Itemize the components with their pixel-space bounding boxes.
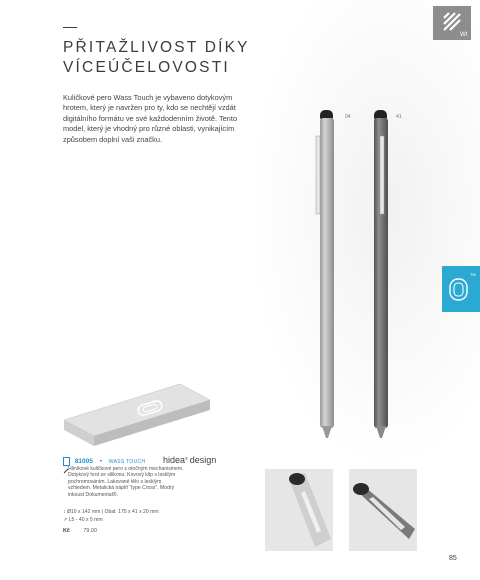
pen-color-label: 04 <box>345 114 351 120</box>
pen-silver <box>316 110 334 438</box>
price-row <box>63 528 97 534</box>
svg-text:Wt: Wt <box>460 32 468 38</box>
brand-suffix: design <box>189 455 217 465</box>
brand-name: hidea <box>162 455 185 465</box>
wt-logo-icon <box>433 6 471 40</box>
bullet-icon: • <box>99 458 102 465</box>
product-code: 81005 <box>74 458 93 465</box>
pen-graphite <box>374 110 388 438</box>
intro-paragraph: Kuličkové pero Wass Touch je vybaveno dotykovým hrotem, který je navržen pro ty, kdo se nechtějí vzdát digitálního formátu ve své každodenním životě. Tento model, který je vhodný pro různé oblasti, vynikajícím způsobem doplní vaši značku. <box>63 93 238 144</box>
page-number: 85 <box>449 555 457 562</box>
title-line-1: PŘITAŽLIVOST DÍKY <box>63 39 250 56</box>
dimensions-row <box>63 509 159 515</box>
corner-badge <box>433 6 471 40</box>
pen-color-label: 41 <box>396 114 402 120</box>
pens-illustration <box>300 108 420 443</box>
product-series: WASS TOUCH <box>108 459 146 465</box>
title-accent-line <box>63 27 77 28</box>
engraving-row <box>63 517 103 523</box>
dimensions-text: Ø10 x 142 mm | Obal: 175 x 41 x 20 mm <box>66 509 159 515</box>
product-header <box>63 455 216 465</box>
brand-registered: ® <box>184 455 188 461</box>
engraving-text: L5 - 40 x 5 mm <box>68 517 103 523</box>
price-label: Kč <box>63 528 70 534</box>
engraving-icon: ↗ <box>63 517 68 523</box>
side-tab <box>442 266 480 312</box>
dimensions-icon: ↕ <box>63 509 66 515</box>
thumbnail-silver-tip <box>265 469 333 551</box>
page-title <box>63 38 323 78</box>
price-value: 79.00 <box>83 528 97 534</box>
trademark-mark: TM <box>470 272 476 277</box>
title-line-2: VÍCEÚČELOVOSTI <box>63 59 230 76</box>
thumbnail-graphite-tip <box>349 469 417 551</box>
package-icon <box>63 457 70 466</box>
product-description: Hliníkové kuličkové pero s otočným mechanismem. Dotykový hrot ze silikonu. Kovový klip s lesklým pochromováním. Lakované tělo s lesklým vzhledem. Metalická náplň “type Cross”. Modrý inkoust Dokumental®. <box>68 466 184 498</box>
product-box-image <box>62 378 212 448</box>
